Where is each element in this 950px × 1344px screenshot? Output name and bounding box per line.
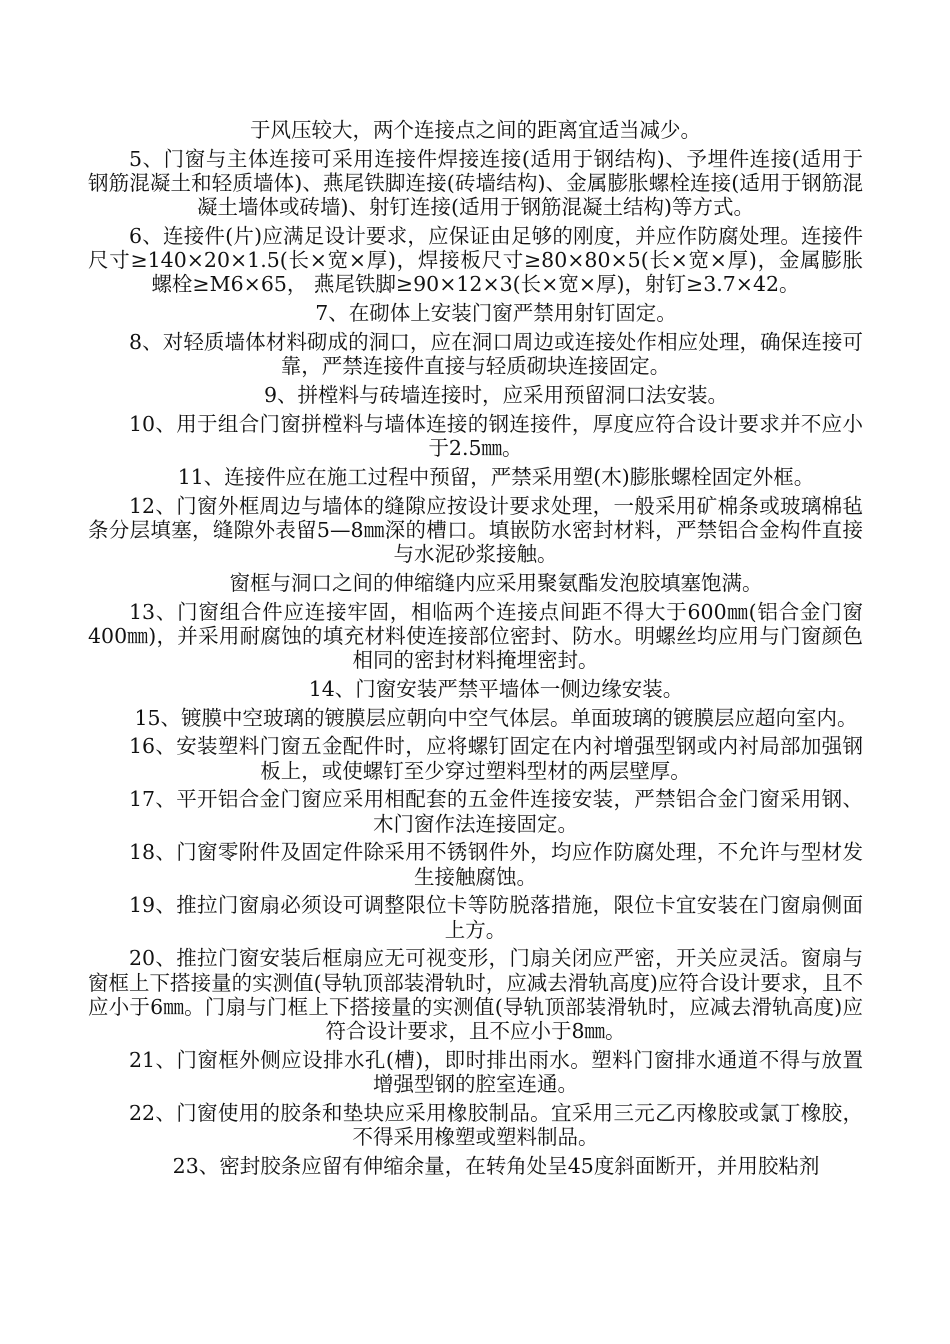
paragraph-item-10: 10、用于组合门窗拼樘料与墙体连接的钢连接件，厚度应符合设计要求并不应小于2.5㎜。 <box>129 411 863 460</box>
paragraph-item-14: 14、门窗安装严禁平墙体一侧边缘安装。 <box>308 676 684 701</box>
paragraph-item-9: 9、拼樘料与砖墙连接时，应采用预留洞口法安装。 <box>263 383 729 407</box>
paragraph-item-17: 17、平开铝合金门窗应采用相配套的五金件连接安装，严禁铝合金门窗采用钢、木门窗作法连接固定。 <box>129 787 863 836</box>
paragraph-item-13: 13、门窗组合件应连接牢固，相临两个连接点间距不得大于600㎜(铝合金门窗400㎜)，并采用耐腐蚀的填充材料使连接部位密封、防水。明螺丝均应用与门窗颜色相同的密封材料掩埋密封。 <box>88 599 863 672</box>
paragraph-item-8: 8、对轻质墙体材料砌成的洞口，应在洞口周边或连接处作相应处理，确保连接可靠，严禁连接件直接与轻质砌块连接固定。 <box>129 330 863 379</box>
paragraph-item-20: 20、推拉门窗安装后框扇应无可视变形，门扇关闭应严密，开关应灵活。窗扇与窗框上下搭接量的实测值(导轨顶部装滑轨时，应减去滑轨高度)应符合设计要求，且不应小于6㎜。门扇与门框上下搭接量的实测值(导轨顶部装滑轨时，应减去滑轨高度)应符合设计要求，且不应小于8㎜。 <box>88 946 863 1043</box>
paragraph-item-21: 21、门窗框外侧应设排水孔(槽)，即时排出雨水。塑料门窗排水通道不得与放置增强型钢的腔室连通。 <box>129 1047 863 1096</box>
paragraph-expansion-joint: 窗框与洞口之间的伸缩缝内应采用聚氨酯发泡胶填塞饱满。 <box>229 570 763 595</box>
paragraph-item-5: 5、门窗与主体连接可采用连接件焊接连接(适用于钢结构)、予埋件连接(适用于钢筋混凝土和轻质墙体)、燕尾铁脚连接(砖墙结构)、金属膨胀螺栓连接(适用于钢筋混凝土墙体或砖墙)、射钉连接(适用于钢筋混凝土结构)等方式。 <box>88 146 863 220</box>
document-page <box>88 118 863 1183</box>
paragraph-item-22: 22、门窗使用的胶条和垫块应采用橡胶制品。宜采用三元乙丙橡胶或氯丁橡胶，不得采用橡塑或塑料制品。 <box>129 1100 863 1149</box>
paragraph-item-19: 19、推拉门窗扇必须设可调整限位卡等防脱落措施，限位卡宜安装在门窗扇侧面上方。 <box>129 893 863 942</box>
paragraph-item-7: 7、在砌体上安装门窗严禁用射钉固定。 <box>315 301 677 326</box>
paragraph-item-12: 12、门窗外框周边与墙体的缝隙应按设计要求处理，一般采用矿棉条或玻璃棉毡条分层填塞，缝隙外表留5—8㎜深的槽口。填嵌防水密封材料，严禁铝合金构件直接与水泥砂浆接触。 <box>88 493 863 566</box>
paragraph-item-23: 23、密封胶条应留有伸缩余量，在转角处呈45度斜面断开，并用胶粘剂 <box>172 1153 820 1178</box>
paragraph-item-11: 11、连接件应在施工过程中预留，严禁采用塑(木)膨胀螺栓固定外框。 <box>177 464 815 489</box>
paragraph-continuation: 于风压较大，两个连接点之间的距离宜适当减少。 <box>250 118 701 142</box>
paragraph-item-16: 16、安装塑料门窗五金配件时，应将螺钉固定在内衬增强型钢或内衬局部加强钢板上，或使螺钉至少穿过塑料型材的两层壁厚。 <box>129 734 863 783</box>
paragraph-item-15: 15、镀膜中空玻璃的镀膜层应朝向中空气体层。单面玻璃的镀膜层应超向室内。 <box>134 705 858 730</box>
paragraph-item-6: 6、连接件(片)应满足设计要求，应保证由足够的刚度，并应作防腐处理。连接件尺寸≥140×20×1.5(长×宽×厚)，焊接板尺寸≥80×80×5(长×宽×厚)，金属膨胀螺栓≥M6×65， 燕尾铁脚≥90×12×3(长×宽×厚)，射钉≥3.7×42。 <box>88 224 863 297</box>
paragraph-item-18: 18、门窗零附件及固定件除采用不锈钢件外，均应作防腐处理，不允许与型材发生接触腐蚀。 <box>129 840 863 889</box>
